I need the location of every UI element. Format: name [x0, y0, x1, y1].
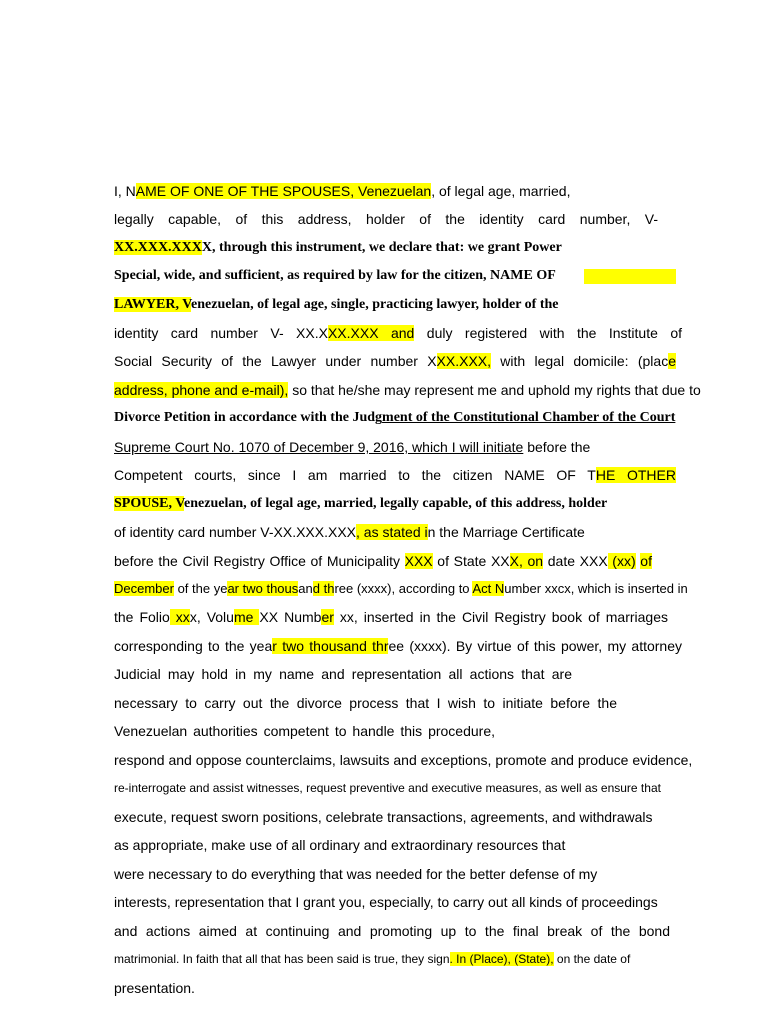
highlighted-text: XX.XXX,: [436, 353, 492, 369]
text-run: ree (xxxx), according to: [334, 581, 473, 596]
text-run: re-interrogate and assist witnesses, request preventive and executive measures, as well as ensure that: [114, 781, 661, 795]
highlighted-text: d th: [312, 581, 335, 596]
doc-line: [114, 466, 676, 484]
doc-line: [114, 352, 676, 370]
doc-line: [114, 665, 572, 683]
highlighted-text: Act N: [472, 581, 505, 596]
doc-line: [114, 751, 692, 769]
highlighted-text: LAWYER, V: [114, 297, 192, 312]
doc-line: [114, 608, 668, 626]
highlighted-text: SPOUSE, V: [114, 496, 185, 511]
text-run: Special, wide, and sufficient, as required by law for the citizen, NAME OF: [114, 268, 556, 283]
doc-line: [114, 210, 658, 228]
text-run: execute, request sworn positions, celebrate transactions, agreements, and withdrawals: [114, 809, 653, 825]
underlined-text: ment of the Constitutional Chamber of the Court: [382, 410, 676, 425]
highlighted-text: (xx): [607, 553, 636, 569]
highlighted-text: XX.XXX.XXX: [114, 240, 202, 255]
doc-line: [114, 267, 556, 285]
text-run: with legal domicile: (plac: [491, 353, 669, 369]
doc-line: [114, 722, 495, 740]
doc-line: [114, 694, 617, 712]
text-run: of State XX: [432, 553, 510, 569]
highlighted-text: , as stated i: [356, 524, 428, 540]
highlighted-text: December: [114, 581, 174, 596]
doc-line: [114, 438, 590, 456]
text-run: respond and oppose counterclaims, lawsuits and exceptions, promote and produce evidence,: [114, 752, 693, 768]
text-run: legally capable, of this address, holder of the identity card number, V-: [114, 211, 658, 227]
text-run: matrimonial. In faith that all that has been said is true, they sign: [114, 952, 450, 966]
text-run: interests, representation that I grant you, especially, to carry out all kinds of proceedings: [114, 894, 658, 910]
doc-line: [114, 836, 565, 854]
text-run: presentation.: [114, 980, 195, 996]
text-run: Judicial may hold in my name and representation all actions that are: [114, 666, 572, 682]
text-run: an: [298, 581, 313, 596]
text-run: on the date of: [553, 952, 631, 966]
highlighted-text: e: [668, 353, 676, 369]
underlined-text: Supreme Court No. 1070 of December 9, 2016, which I will initiate: [114, 439, 524, 455]
doc-line: [114, 552, 652, 570]
doc-line: [114, 979, 195, 997]
text-run: I, N: [114, 183, 136, 199]
highlighted-text: xx: [169, 609, 190, 625]
doc-line: [114, 296, 559, 314]
text-run: X, through this instrument, we declare that: we grant Power: [201, 240, 562, 255]
doc-line: [114, 779, 661, 797]
highlighted-text: address, phone and e-mail),: [114, 382, 289, 398]
text-run: and actions aimed at continuing and promoting up to the final break of the bond: [114, 923, 670, 939]
text-run: xx, inserted in the Civil Registry book of marriages: [333, 609, 668, 625]
doc-line: [114, 324, 682, 342]
text-run: n the Marriage Certificate: [427, 524, 585, 540]
text-run: duly registered with the Institute of: [414, 325, 683, 341]
highlighted-text: ar two thous: [227, 581, 299, 596]
text-run: so that he/she may represent me and uphold my rights that due to: [288, 382, 701, 398]
text-run: Competent courts, since I am married to the citizen NAME OF T: [114, 467, 596, 483]
doc-line: [114, 637, 682, 655]
text-run: XX Numb: [259, 609, 322, 625]
doc-line: [114, 865, 597, 883]
doc-line: [114, 922, 670, 940]
text-run: were necessary to do everything that was needed for the better defense of my: [114, 866, 598, 882]
doc-line: [114, 239, 562, 257]
doc-line: [114, 950, 630, 968]
doc-line: [114, 808, 653, 826]
doc-line: [114, 409, 675, 427]
text-run: enezuelan, of legal age, married, legally capable, of this address, holder: [184, 496, 608, 511]
highlighted-text: . In (Place), (State),: [449, 952, 554, 966]
highlighted-text: me: [233, 609, 260, 625]
highlighted-text: XX.XXX and: [327, 325, 415, 341]
text-run: of identity card number V-XX.XXX.XXX: [114, 524, 357, 540]
text-run: Venezuelan authorities competent to handle this procedure,: [114, 723, 495, 739]
text-run: as appropriate, make use of all ordinary and extraordinary resources that: [114, 837, 566, 853]
highlighted-text: of: [640, 553, 652, 569]
doc-line: [114, 893, 658, 911]
highlighted-text: HE OTHER: [595, 467, 676, 483]
text-run: before the Civil Registry Office of Municipality: [114, 553, 405, 569]
doc-line: [114, 495, 607, 513]
text-run: before the: [523, 439, 591, 455]
highlighted-text: r two thousand thr: [272, 638, 389, 654]
highlighted-text: AME OF ONE OF THE SPOUSES, Venezuelan: [135, 183, 432, 199]
text-run: date XXX: [543, 553, 608, 569]
text-run: necessary to carry out the divorce process that I wish to initiate before the: [114, 695, 617, 711]
text-run: corresponding to the yea: [114, 638, 273, 654]
doc-line: [114, 580, 688, 598]
text-run: Social Security of the Lawyer under number X: [114, 353, 437, 369]
text-run: Divorce Petition in accordance with the Judg: [114, 410, 383, 425]
text-run: enezuelan, of legal age, single, practicing lawyer, holder of the: [191, 297, 559, 312]
text-run: ee (xxxx). By virtue of this power, my attorney: [388, 638, 682, 654]
doc-line: [114, 523, 585, 541]
doc-line: [114, 381, 701, 399]
highlighted-text: X, on: [509, 553, 544, 569]
text-run: x, Volu: [189, 609, 234, 625]
highlighted-text: XXX: [404, 553, 433, 569]
highlight-mark: [584, 269, 676, 284]
text-run: identity card number V- XX.X: [114, 325, 328, 341]
doc-line: [114, 182, 570, 200]
text-run: the Folio: [114, 609, 170, 625]
text-run: , of legal age, married,: [431, 183, 571, 199]
highlighted-text: er: [321, 609, 334, 625]
text-run: umber xxcx, which is inserted in: [504, 581, 688, 596]
text-run: of the ye: [173, 581, 228, 596]
